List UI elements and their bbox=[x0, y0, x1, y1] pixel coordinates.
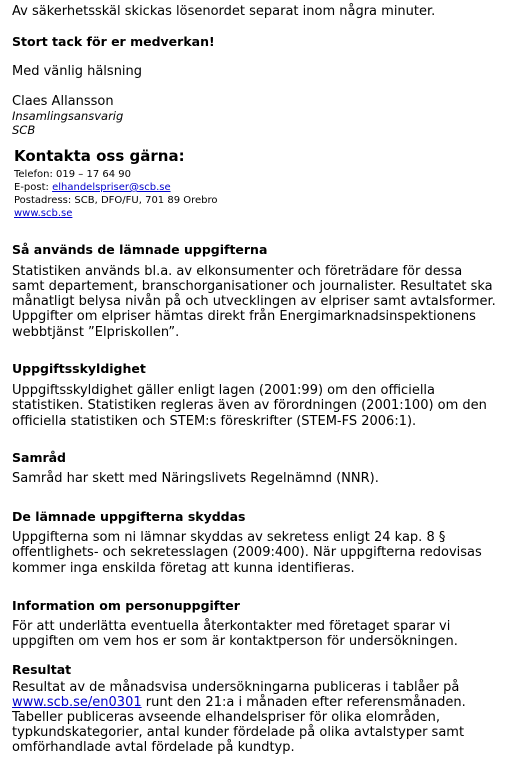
protection-line: Uppgifterna som ni lämnar skyddas av sekretess enligt 24 kap. 8 § bbox=[12, 530, 446, 545]
results-line-rest: runt den 21:a i månaden efter referensmånaden. bbox=[141, 695, 466, 710]
contact-website-line bbox=[14, 207, 72, 220]
results-line: omförhandlade avtal fördelade på kundtyp. bbox=[12, 740, 295, 755]
contact-website-link[interactable]: www.scb.se bbox=[14, 208, 73, 219]
sender-org: SCB bbox=[12, 123, 36, 137]
contact-title: Kontakta oss gärna: bbox=[14, 147, 185, 165]
greeting: Med vänlig hälsning bbox=[12, 64, 143, 79]
consultation-line: Samråd har skett med Näringslivets Regelnämnd (NNR). bbox=[12, 471, 379, 486]
consultation-heading: Samråd bbox=[12, 450, 67, 465]
contact-email-link[interactable]: elhandelspriser@scb.se bbox=[52, 182, 171, 193]
protection-line: kommer inga enskilda företag att kunna identifieras. bbox=[12, 561, 355, 576]
contact-phone: Telefon: 019 – 17 64 90 bbox=[14, 169, 131, 180]
usage-line: Statistiken används bl.a. av elkonsumenter och företrädare för dessa bbox=[12, 264, 463, 279]
results-heading: Resultat bbox=[12, 662, 72, 677]
sender-role: Insamlingsansvarig bbox=[12, 109, 124, 123]
results-line: Tabeller publiceras avseende elhandelspriser för olika elområden, bbox=[12, 710, 440, 725]
usage-line: webbtjänst ”Elpriskollen”. bbox=[12, 325, 180, 340]
obligation-line: officiella statistiken och STEM:s föreskrifter (STEM-FS 2006:1). bbox=[12, 414, 417, 429]
results-link-line bbox=[12, 695, 466, 711]
sender-name: Claes Allansson bbox=[12, 94, 114, 109]
usage-heading: Så används de lämnade uppgifterna bbox=[12, 242, 268, 257]
obligation-line: statistiken. Statistiken regleras även av förordningen (2001:100) om den bbox=[12, 398, 487, 413]
personal-heading: Information om personuppgifter bbox=[12, 598, 240, 613]
contact-email-line bbox=[14, 181, 171, 194]
protection-line: offentlighets- och sekretesslagen (2009:400). När uppgifterna redovisas bbox=[12, 545, 482, 560]
results-link[interactable]: www.scb.se/en0301 bbox=[12, 695, 142, 710]
protection-heading: De lämnade uppgifterna skyddas bbox=[12, 509, 246, 524]
usage-line: samt departement, branschorganisationer och journalister. Resultatet ska bbox=[12, 279, 493, 294]
obligation-heading: Uppgiftsskyldighet bbox=[12, 361, 146, 376]
contact-address: Postadress: SCB, DFO/FU, 701 89 Orebro bbox=[14, 195, 218, 206]
usage-line: månatligt belysa nivån på och utvecklingen av elpriser samt avtalsformer. bbox=[12, 294, 496, 309]
personal-line: För att underlätta eventuella återkontakter med företaget sparar vi bbox=[12, 619, 451, 634]
personal-line: uppgiften om vem hos er som är kontaktperson för undersökningen. bbox=[12, 634, 458, 649]
results-line: typkundskategorier, antal kunder fördelade på olika avtalstyper samt bbox=[12, 725, 465, 740]
results-line: Resultat av de månadsvisa undersökningarna publiceras i tablåer på bbox=[12, 680, 460, 695]
thanks-heading: Stort tack för er medverkan! bbox=[12, 34, 215, 49]
usage-line: Uppgifter om elpriser hämtas direkt från Energimarknadsinspektionens bbox=[12, 309, 476, 324]
contact-email-prefix: E-post: bbox=[14, 182, 53, 193]
security-note: Av säkerhetsskäl skickas lösenordet separat inom några minuter. bbox=[12, 4, 436, 19]
obligation-line: Uppgiftsskyldighet gäller enligt lagen (2001:99) om den officiella bbox=[12, 383, 436, 398]
